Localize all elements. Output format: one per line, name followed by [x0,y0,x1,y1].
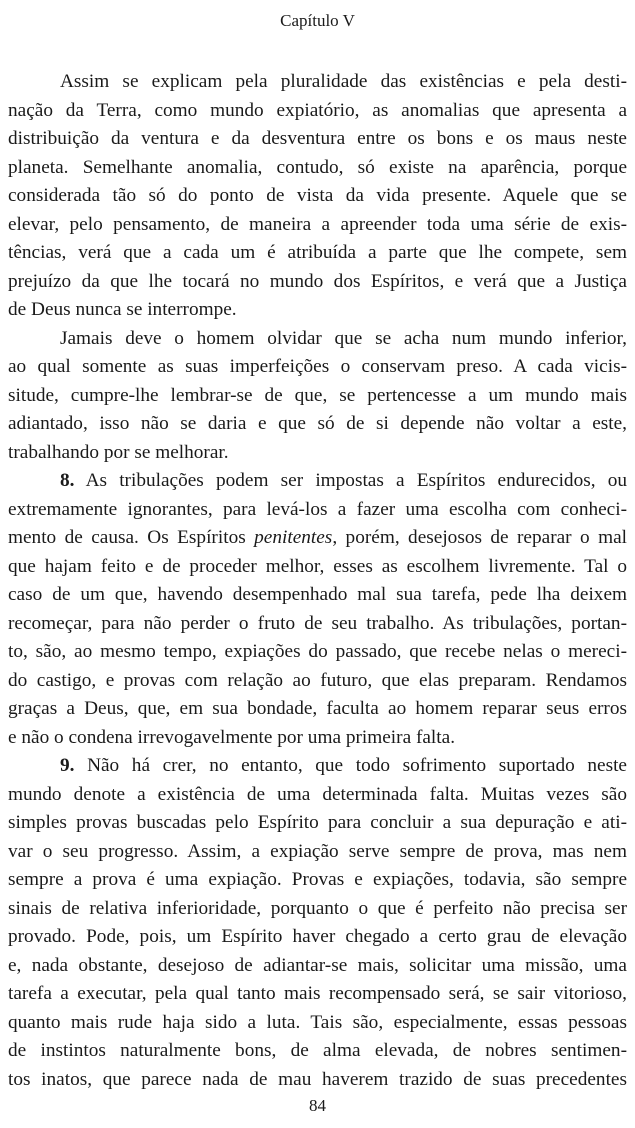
text-line [8,752,627,781]
text-line: de Deus nunca se interrompe. [8,299,237,320]
text-line: tências, verá que a cada um é atribuída a parte que lhe compete, sem [8,242,627,263]
text-line: quanto mais rude haja sido a luta. Tais são, especialmente, essas pessoas [8,1011,627,1033]
text-line: trabalhando por se melhorar. [8,441,229,463]
page-body [8,68,627,1094]
text-line: tos inatos, que parece nada de mau haverem trazido de suas precedentes [8,1068,627,1090]
paragraph [8,68,627,325]
text-line: e não o condena irrevogavelmente por uma primeira falta. [8,726,456,748]
text-line: planeta. Semelhante anomalia, contudo, só existe na aparência, porque [8,156,627,178]
paragraph-item-9 [8,752,627,1094]
text-line: do castigo, e provas com relação ao futuro, que elas preparam. Rendamos [8,669,627,691]
text-line: extremamente ignorantes, para levá-los a fazer uma escolha com conheci- [8,498,627,520]
text-line: recomeçar, para não perder o fruto de seu trabalho. As tribulações, portan- [8,612,627,634]
text-line: simples provas buscadas pelo Espírito para concluir a sua depuração e ati- [8,812,627,833]
text-line: adiantado, isso não se daria e que só de si depende não voltar a este, [8,413,627,434]
emphasis-text: penitentes [254,527,333,548]
item-number: 9. [60,755,75,776]
text-line: considerada tão só do ponto de vista da vida presente. Aquele que se [8,185,627,206]
text-line: sempre a prova é uma expiação. Provas e expiações, todavia, são sempre [8,869,627,890]
text-run: , porém, desejosos de reparar o mal [332,527,627,548]
item-number: 8. [60,470,75,491]
text-line [8,467,627,496]
text-line: mundo denote a existência de uma determinada falta. Muitas vezes são [8,783,627,805]
text-line: e, nada obstante, desejoso de adiantar-se mais, solicitar uma missão, uma [8,954,627,976]
paragraph [8,325,627,468]
text-line: Assim se explicam pela pluralidade das existências e pela desti- [60,71,627,92]
text-line: sinais de relativa inferioridade, porquanto o que é perfeito não precisa ser [8,897,627,919]
text-line: ao qual somente as suas imperfeições o conservam preso. A cada vicis- [8,356,627,377]
text-line: caso de um que, havendo desempenhado mal sua tarefa, pede lha deixem [8,584,627,605]
text-line: situde, cumpre-lhe lembrar-se de que, se pertencesse a um mundo mais [8,384,627,406]
chapter-header: Capítulo V [280,11,355,30]
text-line: provado. Pode, pois, um Espírito haver chegado a certo grau de elevação [8,926,627,947]
text-line: var o seu progresso. Assim, a expiação serve sempre de prova, mas nem [8,840,627,862]
text-line: tarefa a executar, pela qual tanto mais recompensado será, se sair vitorioso, [8,983,627,1004]
paragraph-item-8 [8,467,627,752]
text-line: distribuição da ventura e da desventura entre os bons e os maus neste [8,128,627,149]
text-line: que hajam feito e de proceder melhor, esses as escolhem livremente. Tal o [8,555,627,577]
text-line: de instintos naturalmente bons, de alma elevada, de nobres sentimen- [8,1040,627,1061]
text-line [8,524,627,553]
text-line: elevar, pelo pensamento, de maneira a apreender toda uma série de exis- [8,213,627,235]
text-line: graças a Deus, que, em sua bondade, faculta ao homem reparar seus erros [8,698,627,719]
text-run: Não há crer, no entanto, que todo sofrimento suportado neste [74,755,627,776]
text-line: prejuízo da que lhe tocará no mundo dos Espíritos, e verá que a Justiça [8,270,627,292]
text-line: nação da Terra, como mundo expiatório, as anomalias que apresenta a [8,99,627,121]
page-number: 84 [309,1096,326,1115]
text-line: Jamais deve o homem olvidar que se acha num mundo inferior, [60,327,627,349]
text-run: mento de causa. Os Espíritos [8,527,255,548]
text-line: to, são, ao mesmo tempo, expiações do passado, que recebe nelas o mereci- [8,641,627,662]
text-run: As tribulações podem ser impostas a Espíritos endurecidos, ou [74,470,627,491]
